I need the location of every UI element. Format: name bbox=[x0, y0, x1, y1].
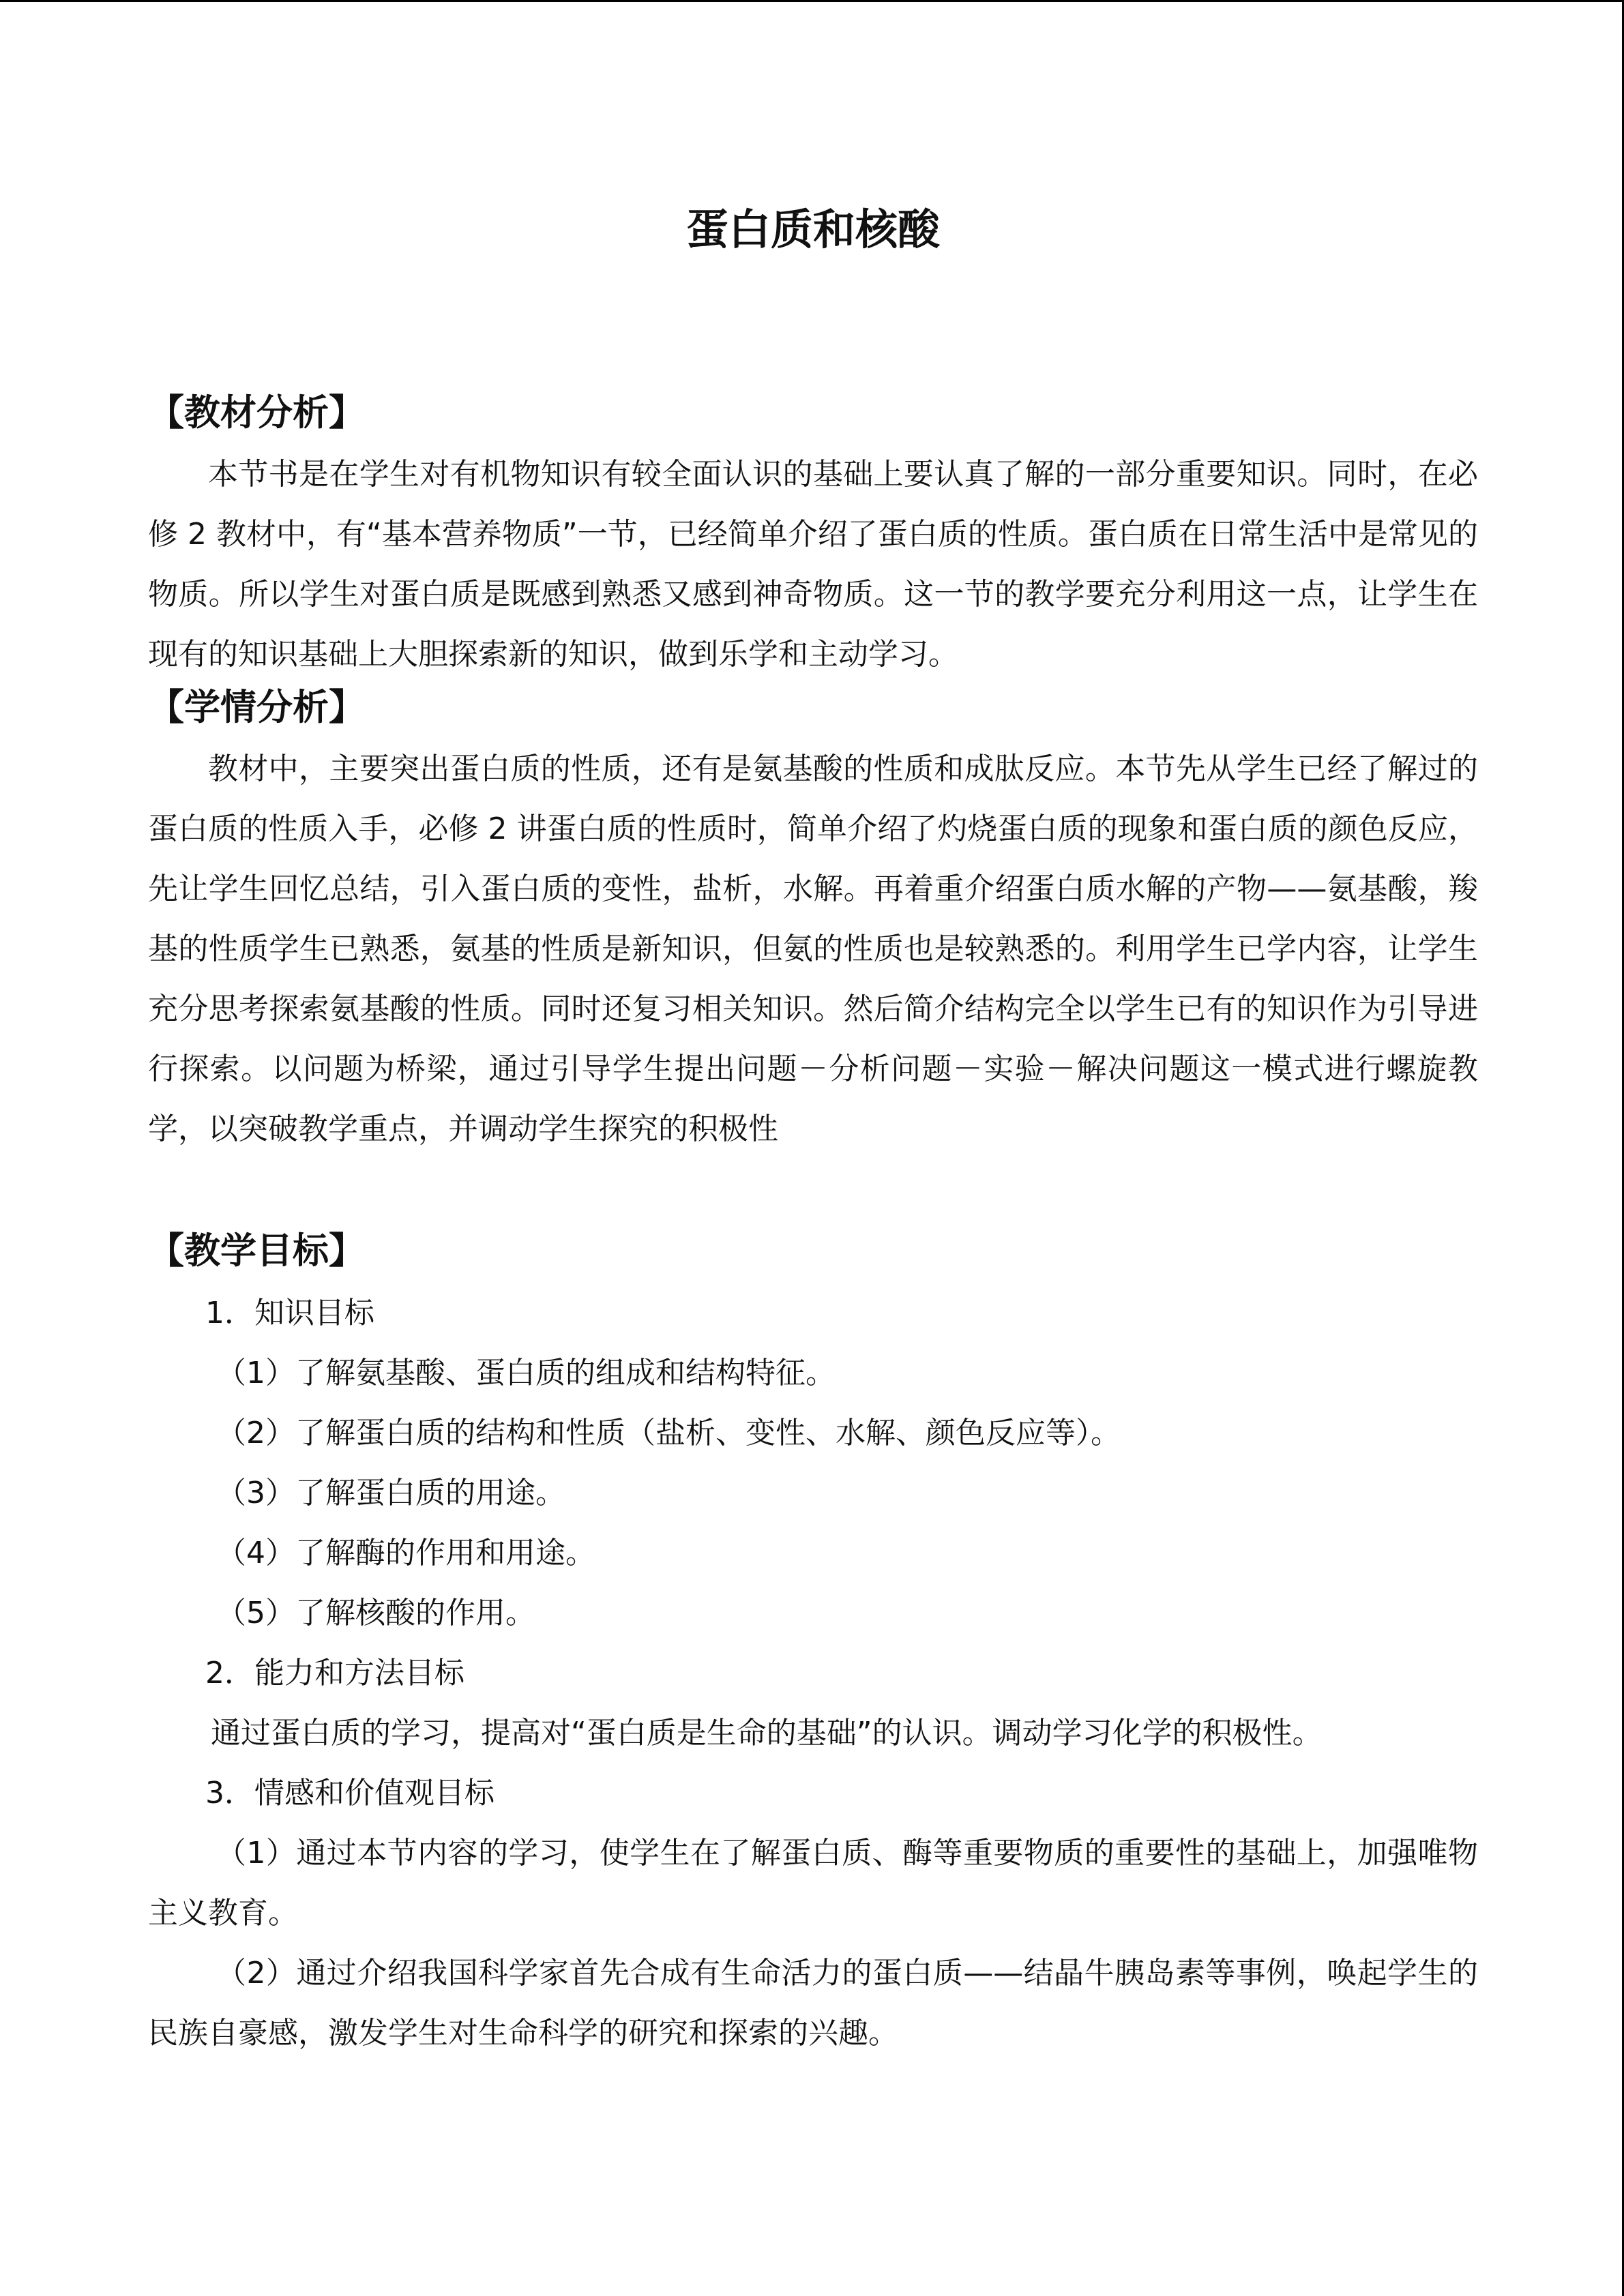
objective-ability-text: 通过蛋白质的学习，提高对“蛋白质是生命的基础”的认识。调动学习化学的积极性。 bbox=[211, 1716, 1323, 1750]
heading-teaching-objectives: 【教学目标】 bbox=[148, 1230, 365, 1272]
knowledge-item-3: （3）了解蛋白质的用途。 bbox=[216, 1476, 565, 1510]
emotion-item-2: （2）通过介绍我国科学家首先合成有生命活力的蛋白质——结晶牛胰岛素等事例，唤起学生的民族自豪感，激发学生对生命科学的研究和探索的兴趣。 bbox=[148, 1956, 1478, 2051]
heading-materials-analysis: 【教材分析】 bbox=[148, 392, 365, 434]
objective-emotion-label: 3．情感和价值观目标 bbox=[205, 1776, 494, 1810]
document-title: 蛋白质和核酸 bbox=[685, 205, 940, 254]
page-top-border bbox=[0, 0, 1624, 2]
heading-learner-analysis: 【学情分析】 bbox=[148, 687, 365, 728]
knowledge-item-4: （4）了解酶的作用和用途。 bbox=[216, 1536, 595, 1570]
knowledge-item-1: （1）了解氨基酸、蛋白质的组成和结构特征。 bbox=[216, 1356, 836, 1390]
objective-ability-label: 2．能力和方法目标 bbox=[205, 1656, 464, 1690]
paragraph-learner-analysis: 教材中，主要突出蛋白质的性质，还有是氨基酸的性质和成肽反应。本节先从学生已经了解过的蛋白质的性质入手，必修 2 讲蛋白质的性质时，简单介绍了灼烧蛋白质的现象和蛋白质的颜色反应，先让学生回忆总结，引入蛋白质的变性，盐析，水解。再着重介绍蛋白质水解的产物——氨基酸，羧基的性质学生已熟悉，氨基的性质是新知识，但氨的性质也是较熟悉的。利用学生已学内容，让学生充分思考探索氨基酸的性质。同时还复习相关知识。然后简介结构完全以学生已有的知识作为引导进行探索。以问题为桥梁，通过引导学生提出问题－分析问题－实验－解决问题这一模式进行螺旋教学，以突破教学重点，并调动学生探究的积极性 bbox=[148, 751, 1478, 1146]
knowledge-item-2: （2）了解蛋白质的结构和性质（盐析、变性、水解、颜色反应等）。 bbox=[216, 1416, 1121, 1450]
knowledge-item-5: （5）了解核酸的作用。 bbox=[216, 1596, 535, 1630]
emotion-item-1: （1）通过本节内容的学习，使学生在了解蛋白质、酶等重要物质的重要性的基础上，加强唯物主义教育。 bbox=[148, 1836, 1478, 1930]
paragraph-materials-analysis: 本节书是在学生对有机物知识有较全面认识的基础上要认真了解的一部分重要知识。同时，在必修 2 教材中，有“基本营养物质”一节，已经简单介绍了蛋白质的性质。蛋白质在日常生活中是常见的物质。所以学生对蛋白质是既感到熟悉又感到神奇物质。这一节的教学要充分利用这一点，让学生在现有的知识基础上大胆探索新的知识，做到乐学和主动学习。 bbox=[148, 457, 1478, 672]
objective-knowledge-label: 1．知识目标 bbox=[205, 1296, 374, 1330]
